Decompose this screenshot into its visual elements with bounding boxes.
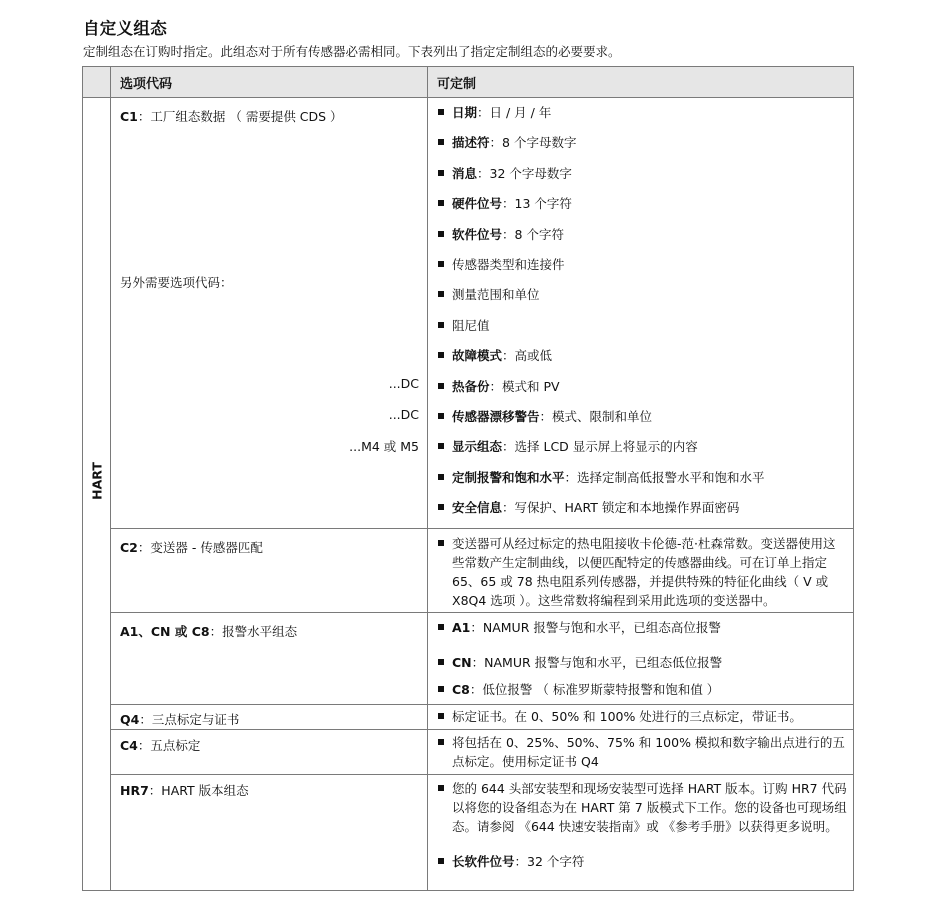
bullet-icon [438,170,444,176]
section-subtitle: 定制组态在订购时指定。此组态对于所有传感器必需相同。下表列出了指定定制组态的必要要求。 [83,44,621,59]
option-cell-c1 [111,98,428,529]
bullet-icon [438,686,444,692]
option-code: C4 [120,738,138,754]
option-code: A1、CN 或 C8 [120,624,210,640]
list-item [436,285,847,315]
bullet-icon [438,261,444,267]
item-text: 将包括在 0、25%、50%、75% 和 100% 模拟和数字输出点进行的五点标定。使用标定证书 Q4 [452,735,845,770]
item-text: ：模式和 PV [489,378,560,394]
option-cell-c2 [111,529,428,613]
table-row-alarm [83,613,854,705]
bullet-icon [438,504,444,510]
custom-cell-c2 [428,529,854,613]
header-customizable: 可定制 [428,67,854,98]
list-item [436,653,847,680]
item-text: ：NAMUR 报警与饱和水平，已组态低位报警 [471,655,723,671]
item-text: ：32 个字符 [514,854,585,870]
bullet-icon [438,109,444,115]
list-item [436,164,847,194]
list-item [436,407,847,437]
item-key: 安全信息 [452,500,503,516]
item-text: ：13 个字符 [502,196,572,212]
list-item [436,733,847,771]
custom-cell-hr7 [428,775,854,891]
list-item [436,255,847,285]
item-key: 软件位号 [452,226,503,242]
bullet-icon [438,659,444,665]
item-key: 热备份 [452,378,490,394]
custom-cell-c4 [428,730,854,775]
bullet-icon [438,291,444,297]
bullet-icon [438,540,444,546]
option-desc: ：报警水平组态 [209,624,298,640]
bullet-icon [438,231,444,237]
item-text: 标定证书。在 0、50% 和 100% 处进行的三点标定，带证书。 [452,709,802,725]
item-key: 描述符 [452,135,490,151]
list-item [436,468,847,498]
item-text: 测量范围和单位 [452,287,540,303]
header-side-cell [83,67,111,98]
list-item [436,498,847,528]
list-item [436,779,847,836]
item-key: 定制报警和饱和水平 [452,469,565,485]
bullet-icon [438,413,444,419]
item-key: 传感器漂移警告 [452,408,540,424]
item-text: ：日 / 月 / 年 [477,105,552,120]
bullet-icon [438,858,444,864]
requirement-dc-2: ...DC [388,407,419,422]
option-code: C1 [120,109,138,124]
item-text: ：32 个字母数字 [477,165,572,181]
option-desc: ：五点标定 [137,738,201,754]
bullet-icon [438,624,444,630]
bullet-icon [438,713,444,719]
list-item [436,534,847,610]
custom-cell-c1 [428,98,854,529]
item-text: ：模式、限制和单位 [539,408,653,424]
option-desc: ：变送器 - 传感器匹配 [137,540,263,556]
list-item [436,618,847,653]
option-code: C2 [120,540,138,556]
item-key: A1 [452,620,471,636]
item-text: ：8 个字母数字 [489,135,577,151]
header-option-code: 选项代码 [111,67,428,98]
item-text: ：8 个字符 [502,226,564,242]
item-text: 传感器类型和连接件 [452,256,565,272]
list-item [436,194,847,224]
bullet-icon [438,322,444,328]
custom-cell-q4 [428,705,854,730]
list-item [436,852,847,871]
item-text: ：写保护、HART 锁定和本地操作界面密码 [502,500,740,516]
requirement-dc-1: ...DC [388,376,419,391]
item-key: 故障模式 [452,348,503,364]
table-row-c1 [83,98,854,529]
item-key: C8 [452,682,470,698]
item-text: ：选择定制高低报警水平和饱和水平 [564,469,765,485]
item-text: ：低位报警 （ 标准罗斯蒙特报警和饱和值 ） [469,682,720,698]
option-code: Q4 [120,712,140,728]
bullet-icon [438,200,444,206]
table-row-q4 [83,705,854,730]
list-item [436,103,847,133]
bullet-icon [438,739,444,745]
list-item [436,707,847,726]
custom-cell-alarm [428,613,854,705]
list-item [436,437,847,467]
side-label-cell [83,98,111,891]
bullet-icon [438,139,444,145]
item-text: 变送器可从经过标定的热电阻接收卡伦德-范·杜森常数。变送器使用这些常数产生定制曲线，以便匹配特定的传感器曲线。可在订单上指定 65、65 或 78 热电阻系列传感器，并提供特殊的特征化曲线（ V 或 X8Q4 选项 ）。这些常数将编程到采用此选项的变送器中。 [452,536,836,609]
bullet-icon [438,785,444,791]
option-cell-alarm [111,613,428,705]
list-item [436,346,847,376]
option-desc: ：HART 版本组态 [148,783,249,799]
item-key: CN [452,655,472,671]
bullet-icon [438,443,444,449]
list-item [436,316,847,346]
bullet-icon [438,352,444,358]
item-text: ：NAMUR 报警与饱和水平，已组态高位报警 [470,620,721,636]
item-key: 长软件位号 [452,854,515,870]
option-desc: ：三点标定与证书 [139,712,240,728]
item-key: 日期 [452,105,478,120]
list-item [436,377,847,407]
list-item [436,680,847,699]
option-code: HR7 [120,783,149,799]
item-text: ：选择 LCD 显示屏上将显示的内容 [502,439,698,455]
item-text: ：高或低 [502,348,553,364]
option-cell-c4 [111,730,428,775]
bullet-icon [438,383,444,389]
option-desc: ：工厂组态数据 （ 需要提供 CDS ） [137,109,343,124]
table-row-hr7 [83,775,854,891]
option-cell-q4 [111,705,428,730]
item-key: 硬件位号 [452,196,503,212]
table-row-c4 [83,730,854,775]
item-text: 您的 644 头部安装型和现场安装型可选择 HART 版本。订购 HR7 代码以将您的设备组态为在 HART 第 7 版模式下工作。您的设备也可现场组态。请参阅 《644 快速安装指南》或 《参考手册》以获得更多说明。 [452,781,847,835]
section-title: 自定义组态 [83,19,167,38]
requirement-m4-m5: ...M4 或 M5 [349,439,419,454]
extra-note: 另外需要选项代码： [120,275,233,290]
custom-config-table [82,66,854,891]
table-row-c2 [83,529,854,613]
bullet-icon [438,474,444,480]
list-item [436,133,847,163]
item-text: 阻尼值 [452,317,490,333]
item-key: 显示组态 [452,439,503,455]
side-label-hart: HART [89,462,104,500]
list-item [436,225,847,255]
option-cell-hr7 [111,775,428,891]
item-key: 消息 [452,165,478,181]
table-header-row [83,67,854,98]
